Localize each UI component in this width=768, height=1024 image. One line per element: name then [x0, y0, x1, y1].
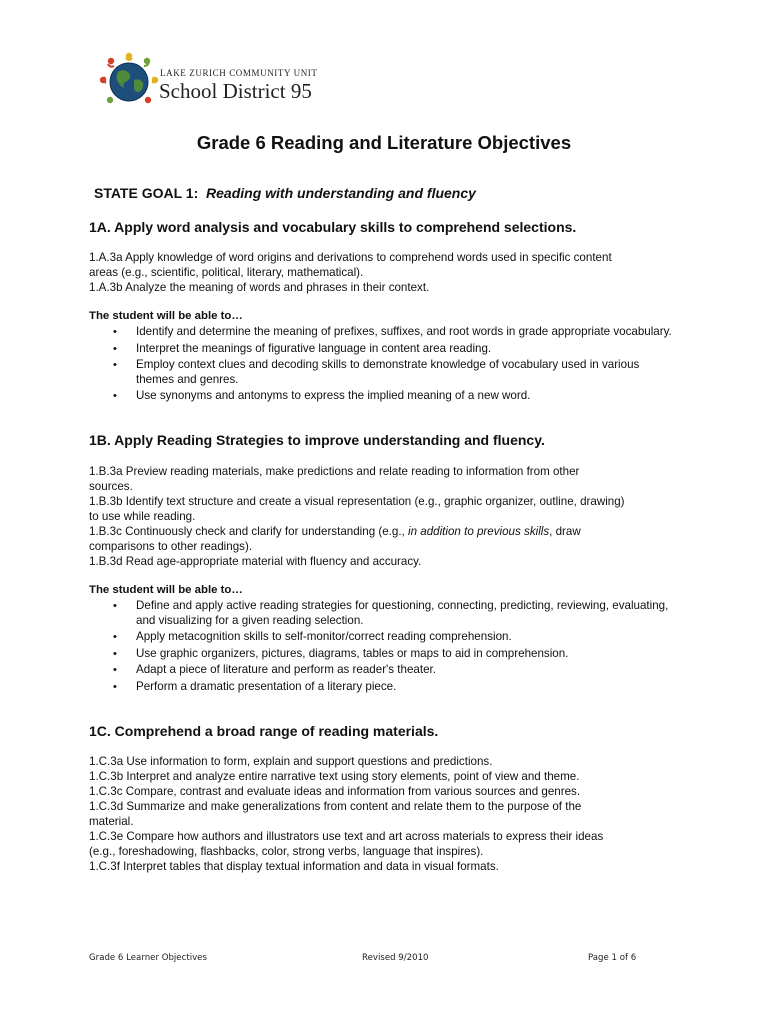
standard-line: 1.A.3a Apply knowledge of word origins and derivations to comprehend words used in specific content: [89, 251, 612, 264]
footer-page-number: Page 1 of 6: [588, 953, 637, 963]
list-item: • Use graphic organizers, pictures, diagrams, tables or maps to aid in comprehension.: [113, 647, 673, 662]
state-goal-label: STATE GOAL 1:: [94, 185, 199, 201]
list-item: • Interpret the meanings of figurative language in content area reading.: [113, 342, 673, 357]
standard-line: 1.C.3b Interpret and analyze entire narrative text using story elements, point of view and theme.: [89, 770, 580, 783]
state-goal: [94, 185, 476, 201]
section-1b-heading: 1B. Apply Reading Strategies to improve understanding and fluency.: [89, 432, 545, 448]
standard-line: 1.B.3a Preview reading materials, make predictions and relate reading to information from other: [89, 465, 580, 478]
list-item: • Perform a dramatic presentation of a literary piece.: [113, 680, 673, 695]
standard-line: 1.C.3a Use information to form, explain and support questions and predictions.: [89, 755, 493, 768]
page-title: Grade 6 Reading and Literature Objectives: [196, 132, 572, 153]
list-item: • Apply metacognition skills to self-monitor/correct reading comprehension.: [113, 630, 673, 645]
list-item: • Identify and determine the meaning of prefixes, suffixes, and root words in grade appropriate vocabulary.: [113, 325, 673, 340]
footer-revision: Revised 9/2010: [362, 953, 429, 963]
standard-line: 1.B.3c Continuously check and clarify for understanding (e.g., in addition to previous skills, draw: [89, 525, 581, 538]
standard-line: 1.B.3d Read age-appropriate material with fluency and accuracy.: [89, 555, 422, 568]
standard-line: areas (e.g., scientific, political, literary, mathematical).: [89, 266, 364, 279]
section-1c-standards: [89, 754, 689, 874]
section-1a-heading: 1A. Apply word analysis and vocabulary skills to comprehend selections.: [89, 219, 577, 235]
footer-title: Grade 6 Learner Objectives: [89, 953, 207, 963]
standard-line: 1.C.3d Summarize and make generalizations from content and relate them to the purpose of the: [89, 800, 582, 813]
district-logo: [96, 50, 326, 112]
section-1a-bullets: [113, 325, 673, 406]
section-1a-student-label: The student will be able to…: [89, 310, 243, 322]
section-1b-bullets: [113, 599, 673, 696]
standard-line: material.: [89, 815, 134, 828]
standard-line: (e.g., foreshadowing, flashbacks, color, strong verbs, language that inspires).: [89, 845, 484, 858]
list-item: • Employ context clues and decoding skills to demonstrate knowledge of vocabulary used in various themes and genres.: [113, 358, 673, 387]
globe-people-logo-icon: [96, 50, 162, 112]
standard-line: 1.A.3b Analyze the meaning of words and phrases in their context.: [89, 281, 430, 294]
standard-line: 1.C.3e Compare how authors and illustrators use text and art across materials to express their ideas: [89, 830, 604, 843]
standard-line: 1.C.3f Interpret tables that display textual information and data in visual formats.: [89, 860, 499, 873]
standard-line: sources.: [89, 480, 133, 493]
standard-line: 1.C.3c Compare, contrast and evaluate ideas and information from various sources and genres.: [89, 785, 581, 798]
state-goal-text: Reading with understanding and fluency: [206, 185, 476, 201]
standard-line: 1.B.3b Identify text structure and create a visual representation (e.g., graphic organizer, outline, drawing): [89, 495, 625, 508]
section-1b-student-label: The student will be able to…: [89, 584, 243, 596]
standard-line: comparisons to other readings).: [89, 540, 253, 553]
list-item: • Define and apply active reading strategies for questioning, connecting, predicting, reviewing, evaluating, and visualizing for a given reading selection.: [113, 599, 673, 628]
list-item: • Adapt a piece of literature and perform as reader's theater.: [113, 663, 673, 678]
section-1c-heading: 1C. Comprehend a broad range of reading materials.: [89, 723, 439, 739]
logo-line-1: LAKE ZURICH COMMUNITY UNIT: [160, 68, 318, 78]
section-1a-standards: [89, 250, 689, 295]
list-item: • Use synonyms and antonyms to express the implied meaning of a new word.: [113, 389, 673, 404]
section-1b-standards: [89, 464, 689, 569]
logo-line-2: School District 95: [159, 79, 312, 103]
standard-line: to use while reading.: [89, 510, 196, 523]
